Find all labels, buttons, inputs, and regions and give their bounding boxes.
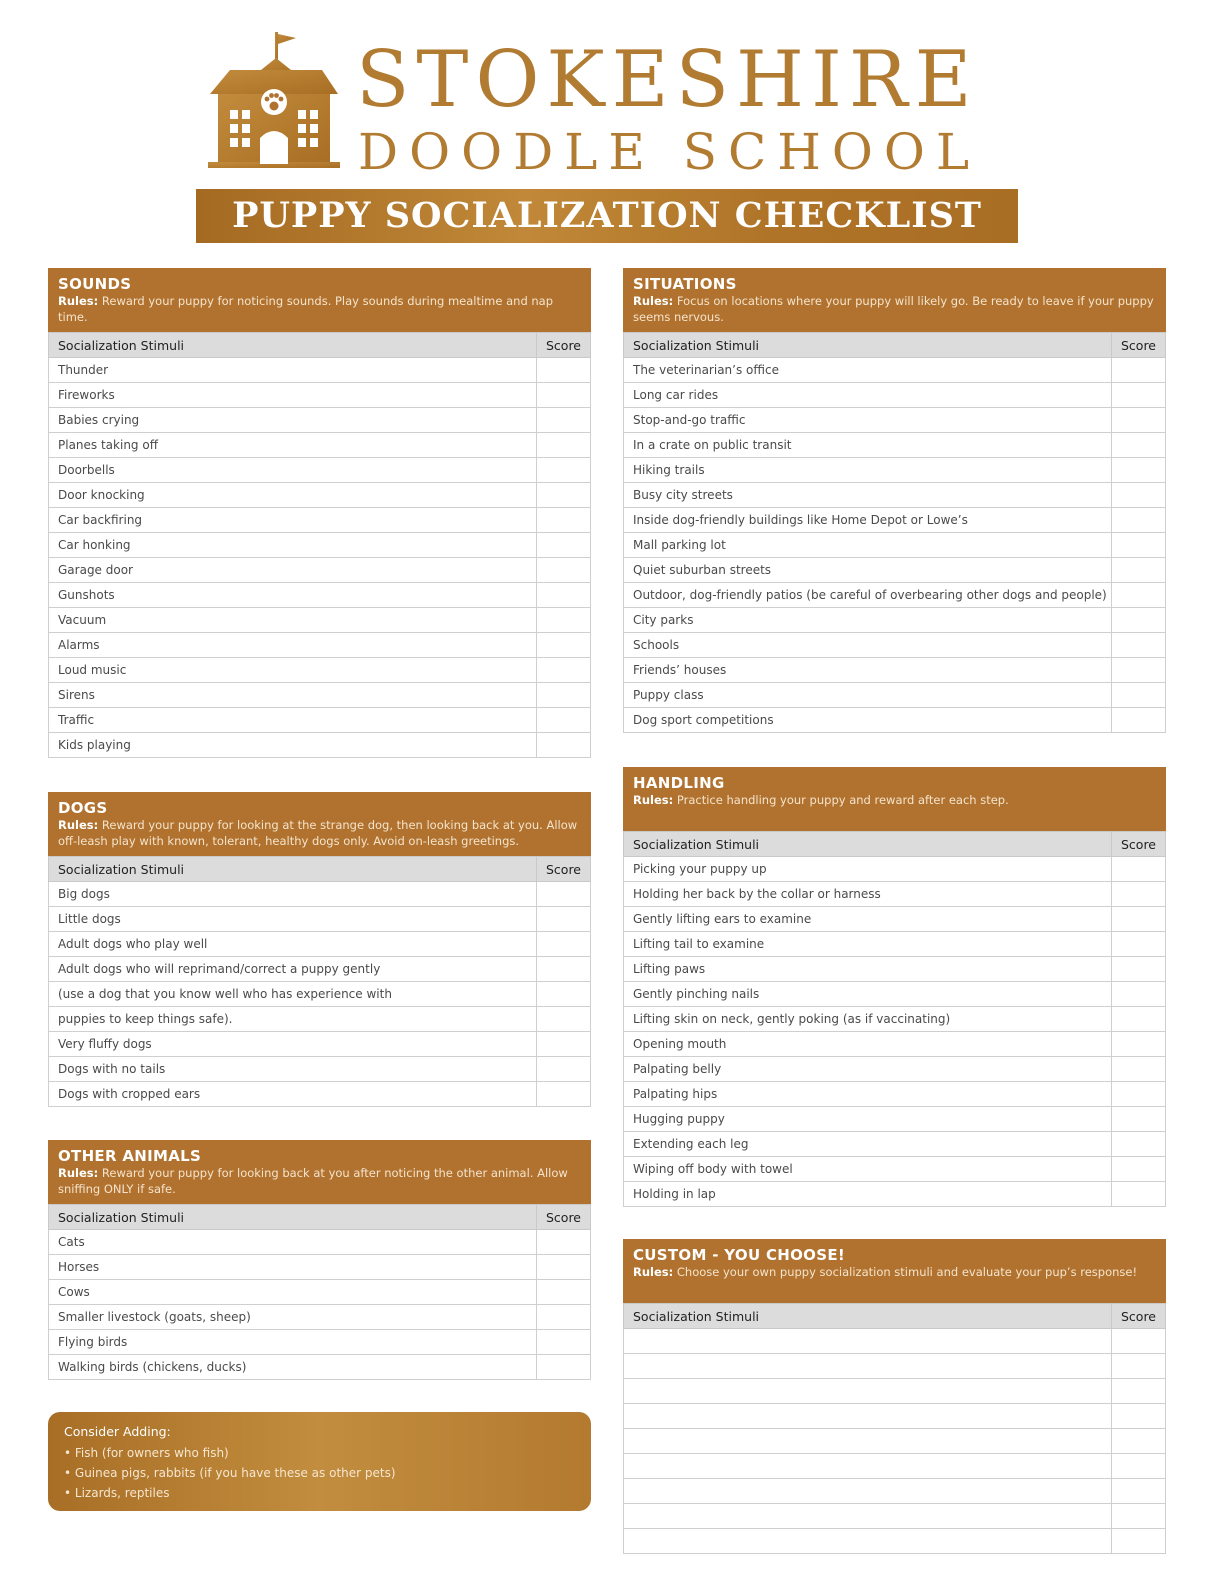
stimulus-cell: Dogs with cropped ears [49, 1082, 537, 1107]
score-cell[interactable] [1112, 1404, 1166, 1429]
score-cell[interactable] [1112, 1132, 1166, 1157]
rules-label: Rules: [58, 1166, 99, 1180]
table-header-row [49, 857, 591, 882]
table-row [49, 957, 591, 982]
stimulus-cell: Babies crying [49, 408, 537, 433]
score-cell[interactable] [1112, 1379, 1166, 1404]
table-row [624, 1182, 1166, 1207]
stimulus-cell: Vacuum [49, 608, 537, 633]
rules-label: Rules: [633, 1265, 674, 1279]
stimulus-cell: Inside dog-friendly buildings like Home Depot or Lowe’s [624, 508, 1112, 533]
stimulus-cell: Car honking [49, 533, 537, 558]
table-row [624, 1354, 1166, 1379]
score-cell[interactable] [1112, 408, 1166, 433]
table-row [624, 658, 1166, 683]
table-row [49, 932, 591, 957]
score-cell[interactable] [537, 932, 591, 957]
stimulus-cell: Doorbells [49, 458, 537, 483]
table-row [49, 408, 591, 433]
section-rules [633, 793, 1156, 809]
stimulus-cell [624, 1504, 1112, 1529]
table-row [624, 1329, 1166, 1354]
section-title: SOUNDS [58, 275, 132, 293]
stimulus-cell: Gently pinching nails [624, 982, 1112, 1007]
stimulus-cell: Picking your puppy up [624, 857, 1112, 882]
score-cell[interactable] [537, 1082, 591, 1107]
stimulus-cell [624, 1454, 1112, 1479]
stimulus-cell: Hiking trails [624, 458, 1112, 483]
section-title: CUSTOM - YOU CHOOSE! [633, 1246, 846, 1264]
stimulus-cell: Planes taking off [49, 433, 537, 458]
score-cell[interactable] [1112, 558, 1166, 583]
column-header-stimuli: Socialization Stimuli [49, 857, 537, 882]
section-other-animals [48, 1140, 591, 1380]
stimulus-cell: The veterinarian’s office [624, 358, 1112, 383]
stimulus-cell: Cows [49, 1280, 537, 1305]
score-cell[interactable] [537, 708, 591, 733]
consider-item: • Lizards, reptiles [64, 1486, 170, 1500]
stimulus-cell: Long car rides [624, 383, 1112, 408]
table-row [49, 358, 591, 383]
column-header-score: Score [1112, 1304, 1166, 1329]
table-row [49, 982, 591, 1007]
stimulus-cell: Schools [624, 633, 1112, 658]
table-row [49, 633, 591, 658]
checklist-table [623, 831, 1166, 1207]
table-row [49, 458, 591, 483]
score-cell[interactable] [1112, 1504, 1166, 1529]
section-title: OTHER ANIMALS [58, 1147, 202, 1165]
score-cell[interactable] [1112, 1182, 1166, 1207]
section-header [48, 268, 591, 332]
rules-label: Rules: [633, 793, 674, 807]
score-cell[interactable] [537, 733, 591, 758]
stimulus-cell: Gently lifting ears to examine [624, 907, 1112, 932]
table-row [49, 708, 591, 733]
table-row [624, 408, 1166, 433]
table-row [624, 508, 1166, 533]
stimulus-cell: Mall parking lot [624, 533, 1112, 558]
stimulus-cell: Kids playing [49, 733, 537, 758]
stimulus-cell: Sirens [49, 683, 537, 708]
stimulus-cell: Thunder [49, 358, 537, 383]
table-row [624, 1529, 1166, 1554]
stimulus-cell: Dogs with no tails [49, 1057, 537, 1082]
stimulus-cell [624, 1429, 1112, 1454]
column-header-score: Score [1112, 832, 1166, 857]
score-cell[interactable] [537, 1355, 591, 1380]
score-cell[interactable] [1112, 633, 1166, 658]
table-row [624, 1132, 1166, 1157]
score-cell[interactable] [1112, 683, 1166, 708]
score-cell[interactable] [1112, 982, 1166, 1007]
stimulus-cell: Palpating belly [624, 1057, 1112, 1082]
stimulus-cell: Loud music [49, 658, 537, 683]
table-row [49, 1230, 591, 1255]
stimulus-cell [624, 1479, 1112, 1504]
score-cell[interactable] [537, 633, 591, 658]
consider-item: • Fish (for owners who fish) [64, 1446, 229, 1460]
table-header-row [624, 333, 1166, 358]
stimulus-cell [624, 1379, 1112, 1404]
score-cell[interactable] [1112, 1057, 1166, 1082]
rules-text: Focus on locations where your puppy will likely go. Be ready to leave if your puppy seems nervous. [633, 294, 1154, 324]
table-row [624, 1057, 1166, 1082]
stimulus-cell: (use a dog that you know well who has experience with [49, 982, 537, 1007]
section-header [623, 767, 1166, 831]
score-cell[interactable] [537, 1230, 591, 1255]
column-header-stimuli: Socialization Stimuli [624, 832, 1112, 857]
score-cell[interactable] [537, 907, 591, 932]
section-title: SITUATIONS [633, 275, 737, 293]
stimulus-cell: Opening mouth [624, 1032, 1112, 1057]
page-title: PUPPY SOCIALIZATION CHECKLIST [196, 189, 1018, 243]
table-row [49, 1082, 591, 1107]
stimulus-cell: Quiet suburban streets [624, 558, 1112, 583]
table-row [49, 1255, 591, 1280]
section-header [48, 792, 591, 856]
score-cell[interactable] [537, 1007, 591, 1032]
section-handling [623, 767, 1166, 1207]
score-cell[interactable] [537, 658, 591, 683]
checklist-table [48, 332, 591, 758]
table-row [49, 508, 591, 533]
stimulus-cell [624, 1329, 1112, 1354]
table-row [624, 433, 1166, 458]
column-header-score: Score [537, 1205, 591, 1230]
table-row [624, 1504, 1166, 1529]
score-cell[interactable] [1112, 907, 1166, 932]
brand-subtitle: DOODLE SCHOOL [358, 123, 981, 181]
column-header-stimuli: Socialization Stimuli [624, 333, 1112, 358]
score-cell[interactable] [1112, 433, 1166, 458]
score-cell[interactable] [537, 1032, 591, 1057]
section-sounds [48, 268, 591, 758]
score-cell[interactable] [1112, 708, 1166, 733]
score-cell[interactable] [537, 483, 591, 508]
table-row [49, 1032, 591, 1057]
score-cell[interactable] [1112, 658, 1166, 683]
rules-label: Rules: [633, 294, 674, 308]
rules-text: Practice handling your puppy and reward after each step. [676, 793, 1009, 807]
stimulus-cell: Adult dogs who will reprimand/correct a puppy gently [49, 957, 537, 982]
table-row [49, 907, 591, 932]
stimulus-cell: Door knocking [49, 483, 537, 508]
table-row [624, 1479, 1166, 1504]
table-row [624, 608, 1166, 633]
table-header-row [49, 1205, 591, 1230]
table-row [49, 433, 591, 458]
consider-adding-box [48, 1412, 591, 1511]
stimulus-cell: Lifting skin on neck, gently poking (as if vaccinating) [624, 1007, 1112, 1032]
table-row [49, 1007, 591, 1032]
table-header-row [49, 333, 591, 358]
stimulus-cell: In a crate on public transit [624, 433, 1112, 458]
stimulus-cell: Smaller livestock (goats, sheep) [49, 1305, 537, 1330]
score-cell[interactable] [537, 683, 591, 708]
rules-text: Reward your puppy for noticing sounds. Play sounds during mealtime and nap time. [58, 294, 554, 324]
stimulus-cell: Very fluffy dogs [49, 1032, 537, 1057]
stimulus-cell: Traffic [49, 708, 537, 733]
rules-text: Choose your own puppy socialization stimuli and evaluate your pup’s response! [676, 1265, 1138, 1279]
score-cell[interactable] [537, 533, 591, 558]
table-row [49, 533, 591, 558]
table-header-row [624, 832, 1166, 857]
table-row [624, 1157, 1166, 1182]
column-header-score: Score [537, 857, 591, 882]
score-cell[interactable] [537, 1057, 591, 1082]
score-cell[interactable] [1112, 1107, 1166, 1132]
score-cell[interactable] [1112, 383, 1166, 408]
score-cell[interactable] [537, 1305, 591, 1330]
score-cell[interactable] [1112, 932, 1166, 957]
score-cell[interactable] [1112, 1007, 1166, 1032]
stimulus-cell: Walking birds (chickens, ducks) [49, 1355, 537, 1380]
table-header-row [624, 1304, 1166, 1329]
score-cell[interactable] [537, 383, 591, 408]
table-row [624, 1454, 1166, 1479]
table-row [624, 907, 1166, 932]
score-cell[interactable] [1112, 1329, 1166, 1354]
table-row [624, 708, 1166, 733]
stimulus-cell: Flying birds [49, 1330, 537, 1355]
score-cell[interactable] [1112, 508, 1166, 533]
section-header [623, 268, 1166, 332]
stimulus-cell: Gunshots [49, 583, 537, 608]
column-header-stimuli: Socialization Stimuli [49, 333, 537, 358]
table-row [624, 982, 1166, 1007]
rules-label: Rules: [58, 294, 99, 308]
score-cell[interactable] [537, 957, 591, 982]
table-row [624, 857, 1166, 882]
table-row [49, 1057, 591, 1082]
stimulus-cell: Garage door [49, 558, 537, 583]
rules-label: Rules: [58, 818, 99, 832]
section-title: DOGS [58, 799, 108, 817]
stimulus-cell [624, 1354, 1112, 1379]
stimulus-cell: Wiping off body with towel [624, 1157, 1112, 1182]
score-cell[interactable] [1112, 358, 1166, 383]
stimulus-cell: puppies to keep things safe). [49, 1007, 537, 1032]
score-cell[interactable] [1112, 1454, 1166, 1479]
score-cell[interactable] [537, 1255, 591, 1280]
table-row [49, 733, 591, 758]
score-cell[interactable] [1112, 533, 1166, 558]
score-cell[interactable] [1112, 608, 1166, 633]
table-row [624, 383, 1166, 408]
stimulus-cell: Extending each leg [624, 1132, 1112, 1157]
checklist-table [48, 1204, 591, 1380]
table-row [624, 1404, 1166, 1429]
score-cell[interactable] [537, 1280, 591, 1305]
score-cell[interactable] [537, 608, 591, 633]
table-row [624, 583, 1166, 608]
schoolhouse-paw-logo-icon [208, 30, 340, 172]
score-cell[interactable] [1112, 857, 1166, 882]
section-header [623, 1239, 1166, 1303]
table-row [624, 1032, 1166, 1057]
stimulus-cell: Fireworks [49, 383, 537, 408]
stimulus-cell: Outdoor, dog-friendly patios (be careful of overbearing other dogs and people) [624, 583, 1112, 608]
section-situations [623, 268, 1166, 733]
table-row [624, 358, 1166, 383]
table-row [49, 683, 591, 708]
score-cell[interactable] [537, 458, 591, 483]
score-cell[interactable] [537, 408, 591, 433]
stimulus-cell: Holding in lap [624, 1182, 1112, 1207]
score-cell[interactable] [1112, 1032, 1166, 1057]
checklist-table [48, 856, 591, 1107]
score-cell[interactable] [537, 558, 591, 583]
score-cell[interactable] [537, 882, 591, 907]
section-rules [58, 294, 581, 325]
stimulus-cell: Puppy class [624, 683, 1112, 708]
stimulus-cell: Hugging puppy [624, 1107, 1112, 1132]
section-rules [633, 1265, 1156, 1281]
stimulus-cell: Busy city streets [624, 483, 1112, 508]
consider-item: • Guinea pigs, rabbits (if you have these as other pets) [64, 1466, 396, 1480]
score-cell[interactable] [1112, 458, 1166, 483]
table-row [624, 458, 1166, 483]
table-row [624, 1082, 1166, 1107]
section-header [48, 1140, 591, 1204]
table-row [49, 1280, 591, 1305]
stimulus-cell: Lifting paws [624, 957, 1112, 982]
stimulus-cell: Dog sport competitions [624, 708, 1112, 733]
column-header-stimuli: Socialization Stimuli [49, 1205, 537, 1230]
table-row [49, 558, 591, 583]
score-cell[interactable] [1112, 1479, 1166, 1504]
column-header-stimuli: Socialization Stimuli [624, 1304, 1112, 1329]
stimulus-cell: Little dogs [49, 907, 537, 932]
table-row [49, 658, 591, 683]
table-row [624, 1379, 1166, 1404]
score-cell[interactable] [1112, 957, 1166, 982]
table-row [49, 1355, 591, 1380]
score-cell[interactable] [537, 433, 591, 458]
stimulus-cell: Stop-and-go traffic [624, 408, 1112, 433]
score-cell[interactable] [1112, 1354, 1166, 1379]
table-row [624, 957, 1166, 982]
stimulus-cell: Lifting tail to examine [624, 932, 1112, 957]
table-row [624, 1007, 1166, 1032]
stimulus-cell: Friends’ houses [624, 658, 1112, 683]
score-cell[interactable] [537, 1330, 591, 1355]
table-row [49, 583, 591, 608]
section-title: HANDLING [633, 774, 725, 792]
stimulus-cell: Alarms [49, 633, 537, 658]
column-header-score: Score [1112, 333, 1166, 358]
table-row [49, 1305, 591, 1330]
score-cell[interactable] [537, 508, 591, 533]
table-row [49, 882, 591, 907]
section-rules [58, 1166, 581, 1197]
rules-text: Reward your puppy for looking at the strange dog, then looking back at you. Allow off-leash play with known, tolerant, healthy dogs only. Avoid on-leash greetings. [58, 818, 578, 848]
consider-title: Consider Adding: [64, 1424, 171, 1439]
score-cell[interactable] [537, 358, 591, 383]
stimulus-cell: City parks [624, 608, 1112, 633]
stimulus-cell: Holding her back by the collar or harness [624, 882, 1112, 907]
table-row [624, 483, 1166, 508]
score-cell[interactable] [1112, 1529, 1166, 1554]
stimulus-cell [624, 1529, 1112, 1554]
checklist-table [623, 332, 1166, 733]
score-cell[interactable] [1112, 483, 1166, 508]
stimulus-cell: Horses [49, 1255, 537, 1280]
stimulus-cell: Big dogs [49, 882, 537, 907]
checklist-table [623, 1303, 1166, 1554]
score-cell[interactable] [1112, 1429, 1166, 1454]
stimulus-cell: Palpating hips [624, 1082, 1112, 1107]
section-custom [623, 1239, 1166, 1554]
table-row [624, 932, 1166, 957]
stimulus-cell [624, 1404, 1112, 1429]
table-row [624, 1429, 1166, 1454]
table-row [624, 683, 1166, 708]
table-row [49, 483, 591, 508]
table-row [624, 633, 1166, 658]
rules-text: Reward your puppy for looking back at you after noticing the other animal. Allow sniffing ONLY if safe. [58, 1166, 568, 1196]
score-cell[interactable] [537, 583, 591, 608]
score-cell[interactable] [1112, 1157, 1166, 1182]
score-cell[interactable] [1112, 583, 1166, 608]
score-cell[interactable] [537, 982, 591, 1007]
table-row [49, 1330, 591, 1355]
section-rules [633, 294, 1156, 325]
table-row [624, 558, 1166, 583]
score-cell[interactable] [1112, 1082, 1166, 1107]
table-row [624, 1107, 1166, 1132]
table-row [49, 383, 591, 408]
section-rules [58, 818, 581, 849]
table-row [49, 608, 591, 633]
stimulus-cell: Cats [49, 1230, 537, 1255]
column-header-score: Score [537, 333, 591, 358]
table-row [624, 533, 1166, 558]
section-dogs [48, 792, 591, 1107]
table-row [624, 882, 1166, 907]
stimulus-cell: Car backfiring [49, 508, 537, 533]
stimulus-cell: Adult dogs who play well [49, 932, 537, 957]
score-cell[interactable] [1112, 882, 1166, 907]
brand-name: STOKESHIRE [356, 35, 979, 125]
